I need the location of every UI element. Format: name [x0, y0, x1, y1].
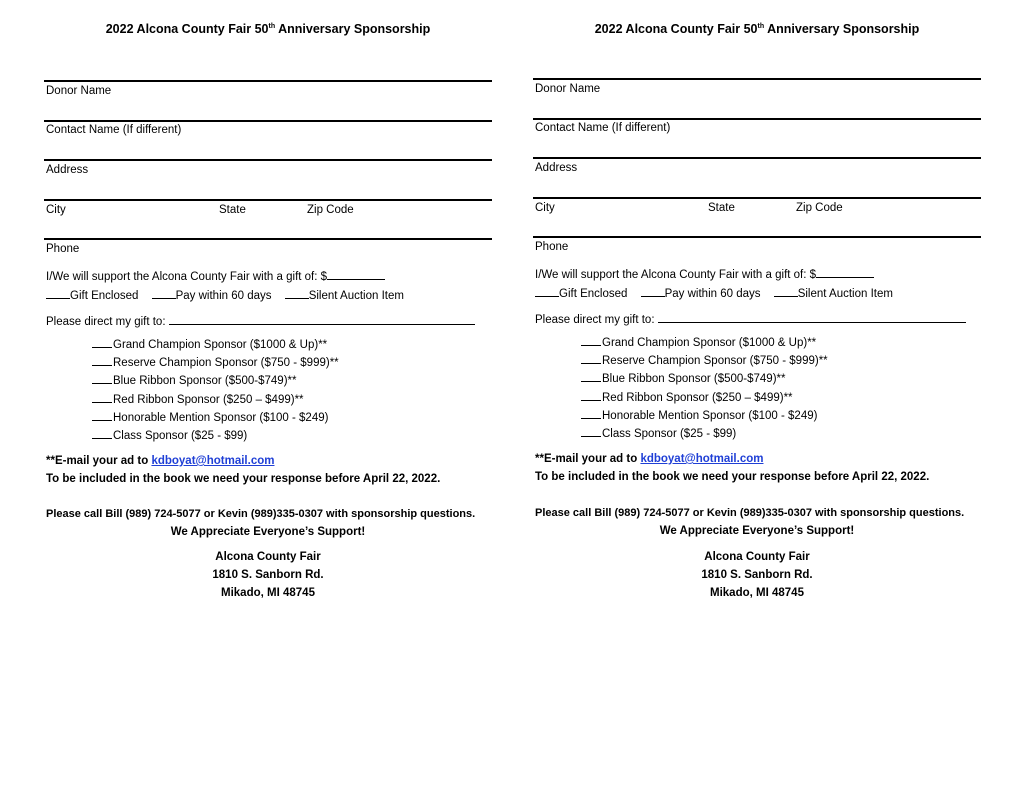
sponsor-check-blank[interactable]: [581, 370, 601, 382]
sponsor-level-label: Reserve Champion Sponsor ($750 - $999)**: [113, 357, 339, 370]
contact-questions-text: Please call Bill (989) 724-5077 or Kevin (989)335-0307 with sponsorship questions.: [46, 508, 476, 520]
sponsor-level-label: Honorable Mention Sponsor ($100 - $249): [113, 411, 329, 424]
direct-gift-label: Please direct my gift to:: [46, 316, 166, 328]
direct-gift-blank[interactable]: [169, 313, 475, 325]
address-label: Address: [535, 162, 578, 174]
sponsor-level-item: [92, 391, 339, 409]
email-link[interactable]: kdboyat@hotmail.com: [640, 453, 764, 465]
sponsor-level-label: Blue Ribbon Sponsor ($500-$749)**: [602, 373, 786, 386]
sponsor-check-blank[interactable]: [92, 409, 112, 421]
gift-amount-blank[interactable]: [327, 268, 385, 280]
sponsor-level-label: Grand Champion Sponsor ($1000 & Up)**: [602, 337, 817, 349]
direct-gift-row: [535, 311, 966, 326]
direct-gift-blank[interactable]: [658, 311, 966, 323]
org-street: 1810 S. Sanborn Rd.: [212, 569, 324, 581]
sponsor-check-blank[interactable]: [581, 352, 601, 364]
payment-options: [535, 285, 893, 300]
donor-name-line: [44, 80, 492, 82]
contact-name-line: [533, 118, 981, 120]
sponsor-check-blank[interactable]: [92, 372, 112, 384]
phone-label: Phone: [535, 241, 569, 253]
sponsor-level-item: [92, 427, 339, 445]
sponsor-level-item: [92, 354, 339, 372]
state-label: State: [708, 202, 735, 214]
sponsor-level-item: [581, 370, 828, 388]
city-label: City: [46, 204, 66, 216]
city-line: [533, 197, 981, 199]
city-label: City: [535, 202, 555, 214]
sponsor-check-blank[interactable]: [581, 407, 601, 419]
silent-auction-blank[interactable]: [774, 285, 798, 297]
title-text: 2022 Alcona County Fair 50: [594, 22, 758, 36]
title-text-suffix: Anniversary Sponsorship: [275, 22, 431, 36]
sponsor-check-blank[interactable]: [92, 427, 112, 439]
donor-name-label: Donor Name: [535, 83, 601, 95]
sponsorship-form-right: [533, 0, 981, 791]
donor-name-line: [533, 78, 981, 80]
zip-label: Zip Code: [307, 204, 354, 216]
contact-name-label: Contact Name (If different): [46, 124, 182, 136]
email-prefix: **E-mail your ad to: [46, 455, 152, 467]
appreciation-text: We Appreciate Everyone’s Support!: [170, 526, 366, 538]
email-prefix: **E-mail your ad to: [535, 453, 641, 465]
silent-auction-blank[interactable]: [285, 287, 309, 299]
org-name: Alcona County Fair: [215, 551, 321, 563]
gift-amount-blank[interactable]: [816, 266, 874, 278]
email-link[interactable]: kdboyat@hotmail.com: [151, 455, 275, 467]
pay-within-blank[interactable]: [641, 285, 665, 297]
contact-questions-text: Please call Bill (989) 724-5077 or Kevin (989)335-0307 with sponsorship questions.: [535, 507, 965, 519]
sponsor-level-item: [92, 409, 339, 427]
sponsor-level-label: Red Ribbon Sponsor ($250 – $499)**: [113, 393, 304, 406]
form-title: [44, 22, 492, 36]
gift-enclosed-blank[interactable]: [535, 285, 559, 297]
contact-name-line: [44, 120, 492, 122]
donor-name-label: Donor Name: [46, 85, 112, 97]
pay-within-label: Pay within 60 days: [664, 288, 761, 300]
address-line: [44, 159, 492, 161]
silent-auction-label: Silent Auction Item: [797, 288, 893, 300]
title-superscript: th: [757, 23, 765, 30]
email-instruction: [535, 453, 763, 465]
address-label: Address: [46, 164, 89, 176]
sponsor-level-label: Class Sponsor ($25 - $99): [602, 427, 737, 440]
sponsor-level-label: Honorable Mention Sponsor ($100 - $249): [602, 409, 818, 422]
form-title: [533, 22, 981, 36]
sponsor-level-list: [92, 336, 339, 445]
sponsor-check-blank[interactable]: [92, 336, 112, 348]
zip-label: Zip Code: [796, 202, 843, 214]
gift-enclosed-label: Gift Enclosed: [70, 290, 139, 302]
gift-enclosed-blank[interactable]: [46, 287, 70, 299]
sponsor-level-label: Grand Champion Sponsor ($1000 & Up)**: [113, 339, 328, 351]
appreciation-text: We Appreciate Everyone’s Support!: [659, 525, 855, 537]
phone-line: [533, 236, 981, 238]
sponsor-level-item: [581, 425, 828, 443]
sponsor-level-label: Reserve Champion Sponsor ($750 - $999)**: [602, 355, 828, 368]
sponsor-level-label: Class Sponsor ($25 - $99): [113, 429, 248, 442]
gift-enclosed-label: Gift Enclosed: [559, 288, 628, 300]
gift-statement: [46, 268, 385, 283]
payment-options: [46, 287, 404, 302]
sponsorship-form-left: [44, 0, 492, 791]
city-line: [44, 199, 492, 201]
deadline-text: To be included in the book we need your response before April 22, 2022.: [46, 473, 441, 485]
address-line: [533, 157, 981, 159]
sponsor-level-label: Blue Ribbon Sponsor ($500-$749)**: [113, 375, 297, 388]
sponsor-level-label: Red Ribbon Sponsor ($250 – $499)**: [602, 391, 793, 404]
gift-statement: [535, 266, 874, 281]
gift-statement-text: I/We will support the Alcona County Fair with a gift of: $: [46, 271, 328, 283]
state-label: State: [219, 204, 246, 216]
phone-line: [44, 238, 492, 240]
sponsor-check-blank[interactable]: [581, 425, 601, 437]
sponsor-level-list: [581, 334, 828, 443]
pay-within-blank[interactable]: [152, 287, 176, 299]
org-street: 1810 S. Sanborn Rd.: [701, 569, 813, 581]
silent-auction-label: Silent Auction Item: [308, 290, 404, 302]
direct-gift-label: Please direct my gift to:: [535, 314, 655, 326]
sponsor-check-blank[interactable]: [92, 391, 112, 403]
sponsor-check-blank[interactable]: [92, 354, 112, 366]
sponsor-level-item: [581, 407, 828, 425]
sponsor-level-item: [581, 334, 828, 352]
org-city: Mikado, MI 48745: [710, 587, 804, 599]
direct-gift-row: [46, 313, 475, 328]
sponsor-check-blank[interactable]: [581, 334, 601, 346]
title-text: 2022 Alcona County Fair 50: [105, 22, 269, 36]
title-superscript: th: [268, 23, 276, 30]
gift-statement-text: I/We will support the Alcona County Fair with a gift of: $: [535, 269, 817, 281]
title-text-suffix: Anniversary Sponsorship: [764, 22, 920, 36]
contact-name-label: Contact Name (If different): [535, 122, 671, 134]
sponsor-level-item: [581, 352, 828, 370]
email-instruction: [46, 455, 274, 467]
deadline-text: To be included in the book we need your response before April 22, 2022.: [535, 471, 930, 483]
pay-within-label: Pay within 60 days: [175, 290, 272, 302]
org-city: Mikado, MI 48745: [221, 587, 315, 599]
sponsor-level-item: [92, 372, 339, 390]
sponsor-check-blank[interactable]: [581, 389, 601, 401]
sponsor-level-item: [92, 336, 339, 354]
sponsor-level-item: [581, 389, 828, 407]
phone-label: Phone: [46, 243, 80, 255]
org-name: Alcona County Fair: [704, 551, 810, 563]
